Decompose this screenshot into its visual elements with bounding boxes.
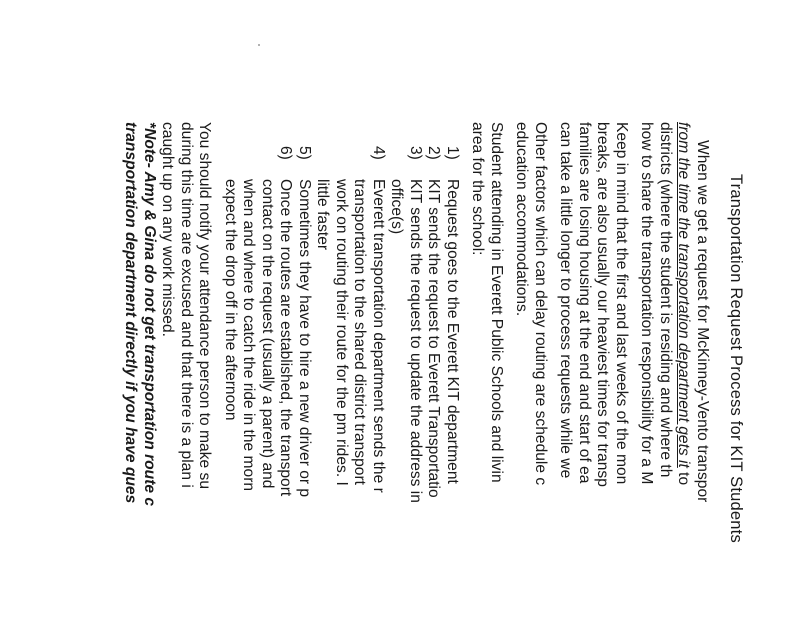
notify-line: You should notify your attendance person to make su <box>196 122 214 489</box>
intro-paragraph <box>637 122 711 618</box>
step-text: transportation to the shared district transport <box>351 179 369 485</box>
intro-line: districts (where the student is residing and where th <box>657 122 674 478</box>
step-number: 4) <box>370 146 387 160</box>
keep-in-mind-line: breaks, are also usually our heaviest times for transp <box>594 122 612 487</box>
process-step <box>295 122 314 618</box>
step-text: expect the drop off in the afternoon <box>222 179 239 421</box>
step-text: when and where to catch the ride in the morn <box>240 179 258 492</box>
other-factors-paragraph <box>512 122 549 618</box>
step-number: 5) <box>296 146 313 160</box>
notify-paragraph <box>158 122 214 618</box>
step-text: Once the routes are established, the transport <box>277 179 295 497</box>
keep-in-mind-line: families are losing housing at the end and start of ea <box>576 122 593 484</box>
step-text: work on routing their route for the pm rides. I <box>333 179 350 486</box>
step-text: contact on the request (usually a parent) and <box>259 179 276 489</box>
process-step <box>424 122 443 618</box>
step-text: Sometimes they have to hire a new driver or p <box>296 179 313 498</box>
step-number: 3) <box>407 146 424 160</box>
student-attending-line: area for the school: <box>469 122 487 256</box>
other-factors-line: education accommodations. <box>513 122 531 317</box>
step-text: Request goes to the Everett KIT department <box>444 179 461 484</box>
intro-line-rest: to <box>675 467 693 486</box>
step-text: KIT sends the request to Everett Transportatio <box>425 179 443 498</box>
process-step <box>443 122 462 618</box>
process-steps-list <box>221 122 462 618</box>
process-step <box>313 122 387 618</box>
step-text: office(s) <box>388 179 406 235</box>
scan-dust-mark <box>258 44 260 46</box>
other-factors-line: Other factors which can delay routing are schedule c <box>532 122 549 486</box>
step-number: 6) <box>277 146 295 160</box>
keep-in-mind-line: Keep in mind that the first and last weeks of the mon <box>613 122 630 485</box>
student-attending-paragraph <box>468 122 505 618</box>
step-number: 2) <box>425 146 443 160</box>
notify-line: caught up on any work missed. <box>159 122 177 337</box>
notify-line: during this time are excused and that there is a plan i <box>178 122 195 488</box>
step-text: little faster <box>314 179 332 251</box>
process-step <box>221 122 295 618</box>
document-title: Transportation Request Process for KIT Students <box>727 174 745 543</box>
intro-line: how to share the transportation responsibility for a M <box>638 122 656 485</box>
intro-line <box>674 122 693 618</box>
keep-in-mind-paragraph <box>556 122 630 618</box>
intro-emphasis: from the time the transportation department gets it <box>675 122 693 468</box>
step-number: 1) <box>444 146 461 160</box>
process-step <box>387 122 424 618</box>
note-line: *Note- Amy & Gina do not get transportation route c <box>141 122 158 507</box>
note-line: transportation department directly if you have ques <box>122 122 140 504</box>
step-text: KIT sends the request to update the address in <box>407 179 424 503</box>
intro-line: When we get a request for McKinney-Vento transpor <box>694 140 711 503</box>
step-text: Everett transportation department sends the r <box>370 179 387 493</box>
rotated-document <box>95 122 745 618</box>
keep-in-mind-line: can take a little longer to process requests while we <box>557 122 575 479</box>
student-attending-line: Student attending in Everett Public Schools and livin <box>488 122 505 483</box>
note-paragraph <box>121 122 158 618</box>
